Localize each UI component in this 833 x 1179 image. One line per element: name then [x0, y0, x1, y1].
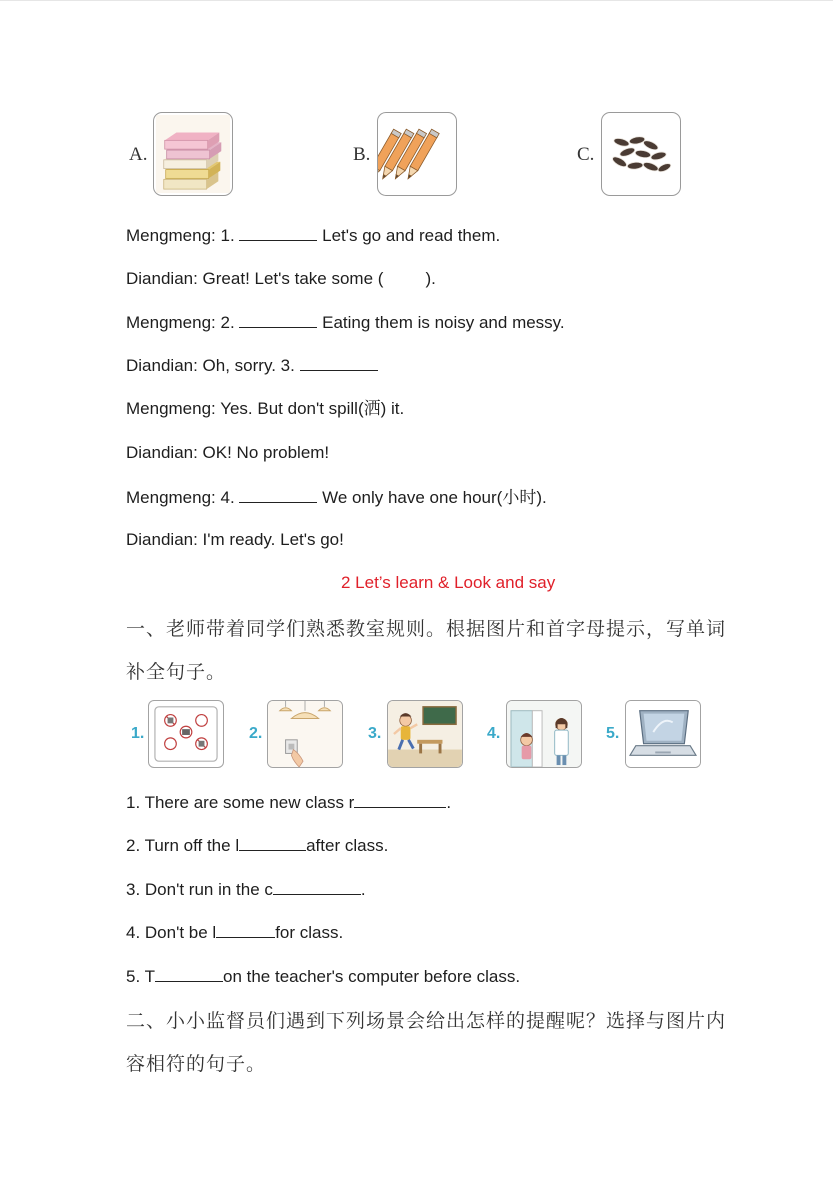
sentence-text: 1. There are some new class r [126, 793, 355, 812]
sentence-1 [126, 791, 451, 814]
dialogue-text: Diandian: OK! No problem! [126, 443, 330, 462]
answer-blank[interactable] [239, 311, 317, 328]
sentence-text: 4. Don't be l [126, 923, 217, 942]
dialogue-line-3 [126, 311, 565, 334]
part2-instruction-line1: 二、小小监督员们遇到下列场景会给出怎样的提醒呢？选择与图片内 [126, 1010, 727, 1032]
sentence-3 [126, 878, 366, 901]
sentence-text: . [360, 880, 366, 899]
late-student-icon [506, 700, 582, 768]
answer-blank[interactable] [354, 791, 446, 808]
laptop-icon [625, 700, 701, 768]
sentence-text: 2. Turn off the l [126, 836, 240, 855]
dialogue-text: Diandian: I'm ready. Let's go! [126, 530, 344, 549]
answer-blank[interactable] [273, 878, 361, 895]
sentence-text: . [446, 793, 452, 812]
section-title: 2 Let’s learn & Look and say [341, 573, 556, 592]
dialogue-line-5 [126, 398, 404, 420]
dialogue-line-2 [126, 268, 436, 290]
dialogue-line-1 [126, 224, 500, 247]
pencils-icon [377, 112, 457, 196]
sentence-text: 3. Don't run in the c [126, 880, 273, 899]
dialogue-line-8 [126, 529, 344, 551]
dialogue-text: Mengmeng: 4. [126, 488, 240, 507]
picture-number-4: 4. [487, 725, 501, 742]
answer-blank[interactable] [155, 965, 223, 982]
classroom-running-icon [387, 700, 463, 768]
sentence-text: on the teacher's computer before class. [222, 967, 521, 986]
answer-blank[interactable] [300, 354, 378, 371]
dialogue-text: Mengmeng: Yes. But don't spill(洒) it. [126, 399, 405, 418]
books-icon [153, 112, 233, 196]
page-top-rule [0, 0, 833, 1]
picture-number-3: 3. [368, 725, 382, 742]
picture-number-2: 2. [249, 725, 263, 742]
part1-instruction-line1: 一、老师带着同学们熟悉教室规则。根据图片和首字母提示，写单词 [126, 618, 727, 640]
dialogue-text: Diandian: Oh, sorry. 3. [126, 356, 300, 375]
part2-instruction-line2: 容相符的句子。 [126, 1053, 267, 1075]
sentence-5 [126, 965, 520, 988]
dialogue-text: Mengmeng: 2. [126, 313, 240, 332]
part1-instruction-line2: 补全句子。 [126, 661, 227, 683]
dialogue-text: Eating them is noisy and messy. [317, 313, 565, 332]
sentence-2 [126, 834, 388, 857]
class-rules-poster-icon [148, 700, 224, 768]
option-c-letter: C. [577, 144, 595, 165]
dialogue-line-4 [126, 354, 378, 377]
answer-blank[interactable] [216, 921, 275, 938]
sunflower-seeds-icon [601, 112, 681, 196]
option-a-letter: A. [129, 144, 148, 165]
dialogue-text: Mengmeng: 1. [126, 226, 240, 245]
picture-number-5: 5. [606, 725, 620, 742]
sentence-text: 5. T [126, 967, 155, 986]
dialogue-text: We only have one hour(小时). [317, 488, 547, 507]
dialogue-line-7 [126, 486, 547, 509]
dialogue-line-6 [126, 442, 329, 464]
dialogue-text: Diandian: Great! Let's take some ( [126, 269, 384, 288]
sentence-text: for class. [275, 923, 344, 942]
dialogue-text: Let's go and read them. [317, 226, 501, 245]
option-b-letter: B. [353, 144, 371, 165]
sentence-4 [126, 921, 343, 944]
light-switch-icon [267, 700, 343, 768]
dialogue-text: ). [425, 269, 436, 288]
answer-blank[interactable] [239, 224, 317, 241]
sentence-text: after class. [306, 836, 389, 855]
picture-number-1: 1. [131, 725, 145, 742]
answer-blank[interactable] [239, 486, 317, 503]
answer-blank[interactable] [239, 834, 306, 851]
